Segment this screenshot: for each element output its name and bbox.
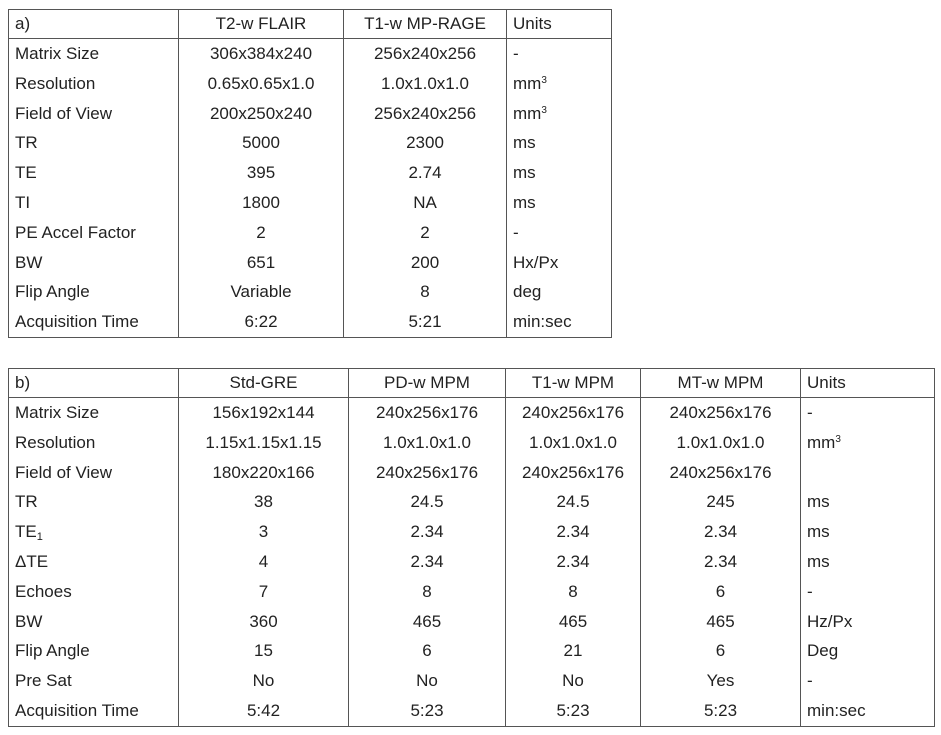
param-name-text: PE Accel Factor bbox=[15, 222, 136, 242]
value-cell-text: No bbox=[562, 671, 584, 691]
value-cell-text: 21 bbox=[563, 641, 583, 661]
value-cell-text: 2 bbox=[256, 222, 266, 242]
param-name bbox=[9, 398, 179, 428]
column-header bbox=[349, 369, 506, 398]
unit-cell bbox=[801, 666, 935, 696]
value-cell bbox=[349, 636, 506, 666]
param-name bbox=[9, 307, 179, 337]
value-cell-text: 256x240x256 bbox=[373, 103, 477, 123]
value-cell-text: 24.5 bbox=[556, 492, 590, 512]
value-cell bbox=[349, 607, 506, 637]
param-name-text: TE bbox=[15, 163, 37, 183]
unit-cell-text: - bbox=[807, 671, 813, 691]
table-row bbox=[9, 128, 612, 158]
unit-cell bbox=[801, 607, 935, 637]
value-cell bbox=[641, 547, 801, 577]
param-name-text: ΔTE bbox=[15, 551, 49, 571]
value-cell bbox=[179, 517, 349, 547]
table-row bbox=[9, 607, 935, 637]
param-name bbox=[9, 39, 179, 69]
value-cell-text: 240x256x176 bbox=[375, 403, 479, 422]
value-cell-text: 3 bbox=[258, 522, 269, 542]
value-cell-text: 2.34 bbox=[703, 522, 738, 542]
table-a bbox=[8, 9, 612, 338]
param-name bbox=[9, 666, 179, 696]
value-cell bbox=[641, 458, 801, 488]
unit-cell bbox=[507, 128, 612, 158]
value-cell bbox=[641, 428, 801, 458]
column-header bbox=[344, 10, 507, 39]
value-cell bbox=[179, 607, 349, 637]
param-name-text: BW bbox=[15, 252, 43, 272]
column-header-text: PD-w MPM bbox=[384, 373, 470, 392]
unit-cell bbox=[801, 517, 935, 547]
unit-cell bbox=[507, 69, 612, 99]
value-cell-text: 2 bbox=[420, 222, 430, 242]
unit-cell-text: deg bbox=[513, 282, 542, 302]
value-cell bbox=[506, 458, 641, 488]
table-row bbox=[9, 39, 612, 69]
column-header-text: T1-w MPM bbox=[531, 373, 615, 392]
value-cell-text: Variable bbox=[230, 282, 292, 302]
value-cell bbox=[506, 398, 641, 428]
value-cell bbox=[506, 696, 641, 726]
value-cell-text: 156x192x144 bbox=[212, 403, 315, 422]
value-cell-text: 465 bbox=[706, 611, 735, 631]
value-cell-text: NA bbox=[413, 192, 437, 212]
value-cell-text: 4 bbox=[258, 551, 269, 571]
value-cell bbox=[506, 547, 641, 577]
value-cell-text: 200 bbox=[410, 252, 440, 272]
value-cell bbox=[349, 487, 506, 517]
param-name bbox=[9, 99, 179, 129]
value-cell bbox=[179, 39, 344, 69]
value-cell-text: 395 bbox=[246, 163, 276, 183]
header-row bbox=[9, 369, 935, 398]
table-row bbox=[9, 636, 935, 666]
value-cell bbox=[179, 248, 344, 278]
param-name bbox=[9, 188, 179, 218]
value-cell bbox=[179, 696, 349, 726]
unit-superscript: 3 bbox=[541, 74, 547, 86]
value-cell-text: 5:23 bbox=[410, 700, 444, 720]
unit-cell-text: ms bbox=[807, 522, 830, 542]
value-cell-text: 15 bbox=[254, 641, 273, 661]
unit-cell bbox=[507, 277, 612, 307]
param-name bbox=[9, 158, 179, 188]
table-row bbox=[9, 218, 612, 248]
table-row bbox=[9, 517, 935, 547]
value-cell bbox=[506, 607, 641, 637]
unit-cell-text: - bbox=[807, 403, 813, 422]
unit-cell bbox=[801, 487, 935, 517]
column-header bbox=[506, 369, 641, 398]
value-cell bbox=[641, 636, 801, 666]
value-cell-text: 240x256x176 bbox=[669, 462, 772, 482]
value-cell-text: 2.34 bbox=[703, 551, 738, 571]
value-cell bbox=[349, 547, 506, 577]
value-cell bbox=[506, 487, 641, 517]
param-name-text: BW bbox=[15, 611, 43, 631]
value-cell bbox=[506, 517, 641, 547]
unit-cell-text: min:sec bbox=[807, 700, 866, 720]
table-label-text: a) bbox=[15, 14, 31, 33]
value-cell bbox=[349, 398, 506, 428]
value-cell bbox=[349, 666, 506, 696]
param-name bbox=[9, 248, 179, 278]
table-a-body bbox=[9, 10, 612, 338]
column-header-text: T2-w FLAIR bbox=[215, 14, 307, 33]
value-cell bbox=[179, 128, 344, 158]
value-cell-text: 651 bbox=[246, 252, 276, 272]
unit-cell-text: ms bbox=[807, 551, 830, 571]
table-b-body bbox=[9, 369, 935, 727]
value-cell-text: 1800 bbox=[242, 192, 280, 212]
unit-cell-text: Hx/Px bbox=[513, 252, 559, 272]
value-cell-text: 465 bbox=[558, 611, 588, 631]
value-cell bbox=[179, 218, 344, 248]
value-cell bbox=[344, 307, 507, 337]
table-row bbox=[9, 487, 935, 517]
param-subscript: 1 bbox=[36, 531, 43, 544]
value-cell-text: 240x256x176 bbox=[669, 403, 772, 422]
param-name bbox=[9, 547, 179, 577]
value-cell-text: 2.34 bbox=[410, 522, 444, 542]
unit-cell bbox=[507, 218, 612, 248]
unit-cell-text: mm bbox=[807, 432, 836, 452]
table-row bbox=[9, 277, 612, 307]
value-cell bbox=[179, 547, 349, 577]
units-header-text: Units bbox=[513, 14, 552, 33]
param-name-text: Matrix Size bbox=[15, 403, 100, 422]
value-cell bbox=[179, 458, 349, 488]
unit-cell bbox=[801, 458, 935, 488]
unit-superscript: 3 bbox=[835, 433, 841, 445]
value-cell bbox=[344, 188, 507, 218]
column-header bbox=[179, 10, 344, 39]
param-name bbox=[9, 69, 179, 99]
value-cell bbox=[179, 188, 344, 218]
param-name bbox=[9, 218, 179, 248]
value-cell bbox=[344, 248, 507, 278]
param-name bbox=[9, 577, 179, 607]
unit-cell bbox=[801, 696, 935, 726]
table-row bbox=[9, 398, 935, 428]
value-cell bbox=[349, 428, 506, 458]
value-cell bbox=[506, 636, 641, 666]
value-cell bbox=[344, 69, 507, 99]
value-cell bbox=[179, 158, 344, 188]
param-name bbox=[9, 636, 179, 666]
unit-cell-text: ms bbox=[807, 492, 830, 512]
value-cell bbox=[641, 398, 801, 428]
value-cell bbox=[179, 666, 349, 696]
param-name-text: Resolution bbox=[15, 432, 96, 452]
value-cell-text: 5:21 bbox=[408, 312, 442, 332]
value-cell bbox=[641, 487, 801, 517]
value-cell-text: 5:23 bbox=[703, 700, 738, 720]
value-cell-text: 465 bbox=[412, 611, 442, 631]
value-cell-text: 0.65x0.65x1.0 bbox=[207, 73, 315, 93]
unit-cell-text: min:sec bbox=[513, 312, 572, 332]
value-cell bbox=[344, 218, 507, 248]
value-cell-text: 5:23 bbox=[556, 700, 590, 720]
value-cell bbox=[344, 39, 507, 69]
table-label-text: b) bbox=[15, 373, 31, 392]
unit-cell bbox=[801, 577, 935, 607]
value-cell bbox=[349, 458, 506, 488]
units-header bbox=[507, 10, 612, 39]
table-row bbox=[9, 248, 612, 278]
unit-cell-text: Deg bbox=[807, 641, 839, 661]
value-cell-text: 240x256x176 bbox=[375, 462, 479, 482]
value-cell-text: 6 bbox=[715, 641, 726, 661]
param-name-text: Acquisition Time bbox=[15, 700, 139, 720]
table-row bbox=[9, 99, 612, 129]
value-cell bbox=[179, 487, 349, 517]
param-name-text: TR bbox=[15, 492, 38, 512]
param-name bbox=[9, 487, 179, 517]
value-cell-text: 6 bbox=[715, 581, 726, 601]
column-header bbox=[179, 369, 349, 398]
unit-cell-text: - bbox=[807, 581, 813, 601]
table-label bbox=[9, 369, 179, 398]
value-cell bbox=[641, 666, 801, 696]
value-cell-text: 240x256x176 bbox=[521, 462, 625, 482]
value-cell-text: 1.0x1.0x1.0 bbox=[529, 432, 617, 452]
value-cell-text: 1.0x1.0x1.0 bbox=[381, 73, 469, 93]
value-cell-text: 6:22 bbox=[244, 312, 278, 332]
value-cell bbox=[179, 577, 349, 607]
value-cell-text: 180x220x166 bbox=[212, 462, 315, 482]
unit-cell bbox=[801, 636, 935, 666]
unit-cell-text: Hz/Px bbox=[807, 611, 853, 631]
value-cell bbox=[179, 69, 344, 99]
value-cell-text: 2300 bbox=[406, 133, 444, 153]
value-cell bbox=[344, 99, 507, 129]
value-cell bbox=[344, 277, 507, 307]
table-row bbox=[9, 307, 612, 337]
value-cell-text: 8 bbox=[420, 282, 430, 302]
value-cell-text: 256x240x256 bbox=[373, 44, 477, 63]
value-cell-text: 38 bbox=[254, 492, 273, 512]
unit-cell bbox=[801, 428, 935, 458]
units-header-text: Units bbox=[807, 373, 846, 392]
table-row bbox=[9, 547, 935, 577]
param-name-text: Field of View bbox=[15, 103, 113, 123]
value-cell-text: 7 bbox=[258, 581, 269, 601]
value-cell-text: 24.5 bbox=[410, 492, 444, 512]
value-cell-text: 8 bbox=[568, 581, 578, 601]
table-row bbox=[9, 188, 612, 218]
value-cell-text: 2.34 bbox=[410, 551, 444, 571]
param-name-text: Flip Angle bbox=[15, 641, 90, 661]
value-cell-text: 306x384x240 bbox=[209, 44, 313, 63]
value-cell-text: 2.74 bbox=[408, 163, 442, 183]
value-cell-text: 1.0x1.0x1.0 bbox=[383, 432, 471, 452]
unit-cell-text: mm bbox=[513, 73, 542, 93]
unit-cell bbox=[507, 307, 612, 337]
value-cell-text: 2.34 bbox=[556, 551, 590, 571]
param-name bbox=[9, 428, 179, 458]
value-cell bbox=[506, 666, 641, 696]
column-header bbox=[641, 369, 801, 398]
value-cell bbox=[179, 277, 344, 307]
unit-cell-text: - bbox=[513, 44, 519, 63]
value-cell-text: 200x250x240 bbox=[209, 103, 313, 123]
header-row bbox=[9, 10, 612, 39]
param-name bbox=[9, 277, 179, 307]
param-name bbox=[9, 458, 179, 488]
param-name bbox=[9, 696, 179, 726]
unit-cell bbox=[801, 547, 935, 577]
value-cell bbox=[344, 158, 507, 188]
table-row bbox=[9, 158, 612, 188]
unit-cell-text: ms bbox=[513, 192, 536, 212]
table-row bbox=[9, 666, 935, 696]
param-name-text: Pre Sat bbox=[15, 671, 72, 691]
value-cell-text: No bbox=[252, 671, 275, 691]
unit-cell bbox=[507, 248, 612, 278]
param-name bbox=[9, 128, 179, 158]
value-cell bbox=[349, 517, 506, 547]
value-cell bbox=[349, 696, 506, 726]
unit-cell bbox=[507, 188, 612, 218]
table-row bbox=[9, 428, 935, 458]
value-cell bbox=[179, 307, 344, 337]
table-b bbox=[8, 368, 935, 727]
param-name-text: Echoes bbox=[15, 581, 72, 601]
param-name-text: TR bbox=[15, 133, 38, 153]
value-cell bbox=[641, 607, 801, 637]
column-header-text: MT-w MPM bbox=[677, 373, 764, 392]
value-cell-text: 245 bbox=[706, 492, 735, 512]
column-header-text: T1-w MP-RAGE bbox=[364, 14, 486, 33]
units-header bbox=[801, 369, 935, 398]
column-header-text: Std-GRE bbox=[229, 373, 298, 392]
value-cell-text: 1.0x1.0x1.0 bbox=[676, 432, 765, 452]
value-cell bbox=[641, 577, 801, 607]
value-cell bbox=[179, 636, 349, 666]
unit-cell-text: ms bbox=[513, 133, 536, 153]
value-cell bbox=[349, 577, 506, 607]
value-cell bbox=[179, 428, 349, 458]
value-cell-text: 6 bbox=[422, 641, 432, 661]
unit-cell bbox=[801, 398, 935, 428]
unit-cell bbox=[507, 99, 612, 129]
table-row bbox=[9, 696, 935, 726]
value-cell-text: 240x256x176 bbox=[521, 403, 625, 422]
value-cell bbox=[344, 128, 507, 158]
param-name-text: Field of View bbox=[15, 462, 113, 482]
param-name bbox=[9, 607, 179, 637]
value-cell-text: 8 bbox=[422, 581, 432, 601]
value-cell-text: 5000 bbox=[242, 133, 280, 153]
value-cell bbox=[179, 398, 349, 428]
value-cell bbox=[179, 99, 344, 129]
value-cell bbox=[506, 428, 641, 458]
value-cell bbox=[641, 696, 801, 726]
value-cell bbox=[641, 517, 801, 547]
param-name-text: TE bbox=[15, 522, 37, 542]
param-name-text: TI bbox=[15, 192, 31, 212]
table-label bbox=[9, 10, 179, 39]
unit-cell-text: ms bbox=[513, 163, 536, 183]
unit-superscript: 3 bbox=[541, 104, 547, 116]
unit-cell bbox=[507, 158, 612, 188]
table-row bbox=[9, 577, 935, 607]
value-cell-text: 5:42 bbox=[246, 700, 281, 720]
value-cell-text: Yes bbox=[706, 671, 735, 691]
unit-cell-text: mm bbox=[513, 103, 542, 123]
value-cell-text: 2.34 bbox=[556, 522, 590, 542]
param-name-text: Resolution bbox=[15, 73, 96, 93]
param-name-text: Acquisition Time bbox=[15, 312, 139, 332]
param-name bbox=[9, 517, 179, 547]
value-cell bbox=[506, 577, 641, 607]
param-name-text: Flip Angle bbox=[15, 282, 90, 302]
table-row bbox=[9, 458, 935, 488]
value-cell-text: 1.15x1.15x1.15 bbox=[205, 432, 322, 452]
value-cell-text: No bbox=[416, 671, 438, 691]
unit-cell-text: - bbox=[513, 222, 519, 242]
value-cell-text: 360 bbox=[249, 611, 278, 631]
param-name-text: Matrix Size bbox=[15, 44, 100, 63]
unit-cell bbox=[507, 39, 612, 69]
table-row bbox=[9, 69, 612, 99]
